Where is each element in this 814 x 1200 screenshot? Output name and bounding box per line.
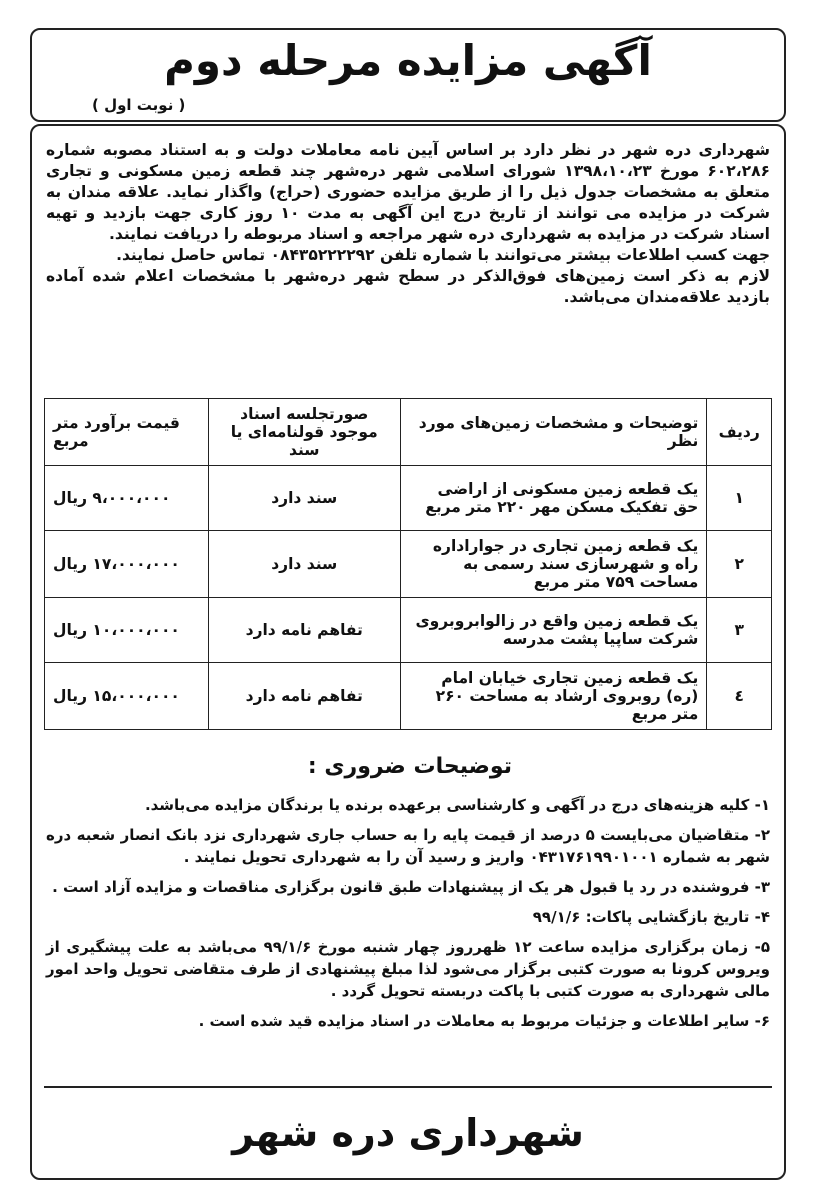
footer-signature: شهرداری دره شهر xyxy=(232,1111,584,1155)
row-documents: تفاهم نامه دارد xyxy=(208,598,400,663)
row-index: ۲ xyxy=(707,531,772,598)
header-documents: صورتجلسه اسناد موجود قولنامه‌ای یا سند xyxy=(208,399,400,466)
row-index: ۱ xyxy=(707,466,772,531)
table-row xyxy=(45,466,772,531)
row-price: ۱۷،۰۰۰،۰۰۰ ریال xyxy=(45,531,209,598)
row-description: یک قطعه زمین تجاری در جواراداره راه و شهرسازی سند رسمی به مساحت ۷۵۹ متر مربع xyxy=(400,531,707,598)
note-item: ۴- تاریخ بازگشایی پاکات: ۹۹/۱/۶ xyxy=(532,908,770,926)
note-item: ۶- سایر اطلاعات و جزئیات مربوط به معاملات در اسناد مزایده قید شده است . xyxy=(198,1012,770,1030)
row-documents: تفاهم نامه دارد xyxy=(208,663,400,730)
table-row xyxy=(45,663,772,730)
row-description: یک قطعه زمین مسکونی از اراضی حق تفکیک مسکن مهر ۲۲۰ متر مربع xyxy=(400,466,707,531)
intro-paragraph-3: لازم به ذکر است زمین‌های فوق‌الذکر در سطح شهر دره‌شهر با مشخصات اعلام شده آماده بازدید علاقه‌مندان می‌باشد. xyxy=(46,267,770,306)
note-item: ۳- فروشنده در رد یا قبول هر یک از پیشنهادات طبق قانون برگزاری مناقصات و مزایده آزاد است . xyxy=(52,878,770,896)
publication-round: ( نوبت اول ) xyxy=(92,96,186,114)
intro-section xyxy=(46,140,770,308)
announcement-body xyxy=(30,124,786,1180)
row-price: ۹،۰۰۰،۰۰۰ ریال xyxy=(45,466,209,531)
auction-items-table xyxy=(44,398,772,730)
row-description: یک قطعه زمین واقع در زالوابروبروی شرکت ساپیا پشت مدرسه xyxy=(400,598,707,663)
row-documents: سند دارد xyxy=(208,531,400,598)
row-price: ۱۵،۰۰۰،۰۰۰ ریال xyxy=(45,663,209,730)
note-item: ۱- کلیه هزینه‌های درج در آگهی و کارشناسی برعهده برنده یا برندگان مزایده می‌باشد. xyxy=(144,796,770,814)
intro-paragraph-2: جهت کسب اطلاعات بیشتر می‌توانند با شماره تلفن ۰۸۴۳۵۲۲۲۲۹۲ تماس حاصل نمایند. xyxy=(116,246,770,264)
notes-title: توضیحات ضروری : xyxy=(307,754,512,779)
table-header-row xyxy=(45,399,772,466)
row-description: یک قطعه زمین تجاری خیابان امام (ره) روبروی ارشاد به مساحت ۲۶۰ متر مربع xyxy=(400,663,707,730)
note-item: ۵- زمان برگزاری مزایده ساعت ۱۲ ظهرروز چهار شنبه مورخ ۹۹/۱/۶ می‌باشد به علت پیشگیری از ویروس کرونا به صورت کتبی برگزار می‌شود لذا مبلغ پیشنهادی از طرف متقاضی تحویل واحد امور مالی شهرداری به صورت کتبی با پاکت دربسته تحویل گردد . xyxy=(46,938,770,1000)
row-index: ۳ xyxy=(707,598,772,663)
title-box xyxy=(30,28,786,122)
header-index: ردیف xyxy=(707,399,772,466)
table-row xyxy=(45,531,772,598)
header-price: قیمت برآورد متر مربع xyxy=(45,399,209,466)
row-documents: سند دارد xyxy=(208,466,400,531)
footer-divider xyxy=(44,1086,772,1088)
intro-paragraph-1: شهرداری دره شهر در نظر دارد بر اساس آیین نامه معاملات دولت و به استناد مصوبه شماره ۶۰۲،۲۸۶ مورخ ۱۳۹۸،۱۰،۲۳ شورای اسلامی شهر دره‌شهر چند قطعه زمین مسکونی و تجاری متعلق به مشخصات جدول ذیل را از طریق مزایده حضوری (حراج) واگذار نماید. علاقه مندان به شرکت در مزایده می توانند از تاریخ درج این آگهی به مدت ۱۰ روز کاری جهت بازدید و تهیه اسناد شرکت در مزایده به شهرداری دره شهر مراجعه و اسناد مربوطه را دریافت نمایند. xyxy=(46,141,770,243)
row-index: ٤ xyxy=(707,663,772,730)
header-description: توضیحات و مشخصات زمین‌های مورد نظر xyxy=(400,399,707,466)
notes-list xyxy=(46,794,770,1040)
page-title: آگهی مزایده مرحله دوم xyxy=(164,36,652,85)
note-item: ۲- متقاضیان می‌بایست ۵ درصد از قیمت پایه را به حساب جاری شهرداری نزد بانک انصار شعبه دره شهر به شماره ۰۴۳۱۷۶۱۹۹۰۱۰۰۱ واریز و رسید آن را به شهرداری تحویل نمایند . xyxy=(46,826,770,866)
table-row xyxy=(45,598,772,663)
row-price: ۱۰،۰۰۰،۰۰۰ ریال xyxy=(45,598,209,663)
